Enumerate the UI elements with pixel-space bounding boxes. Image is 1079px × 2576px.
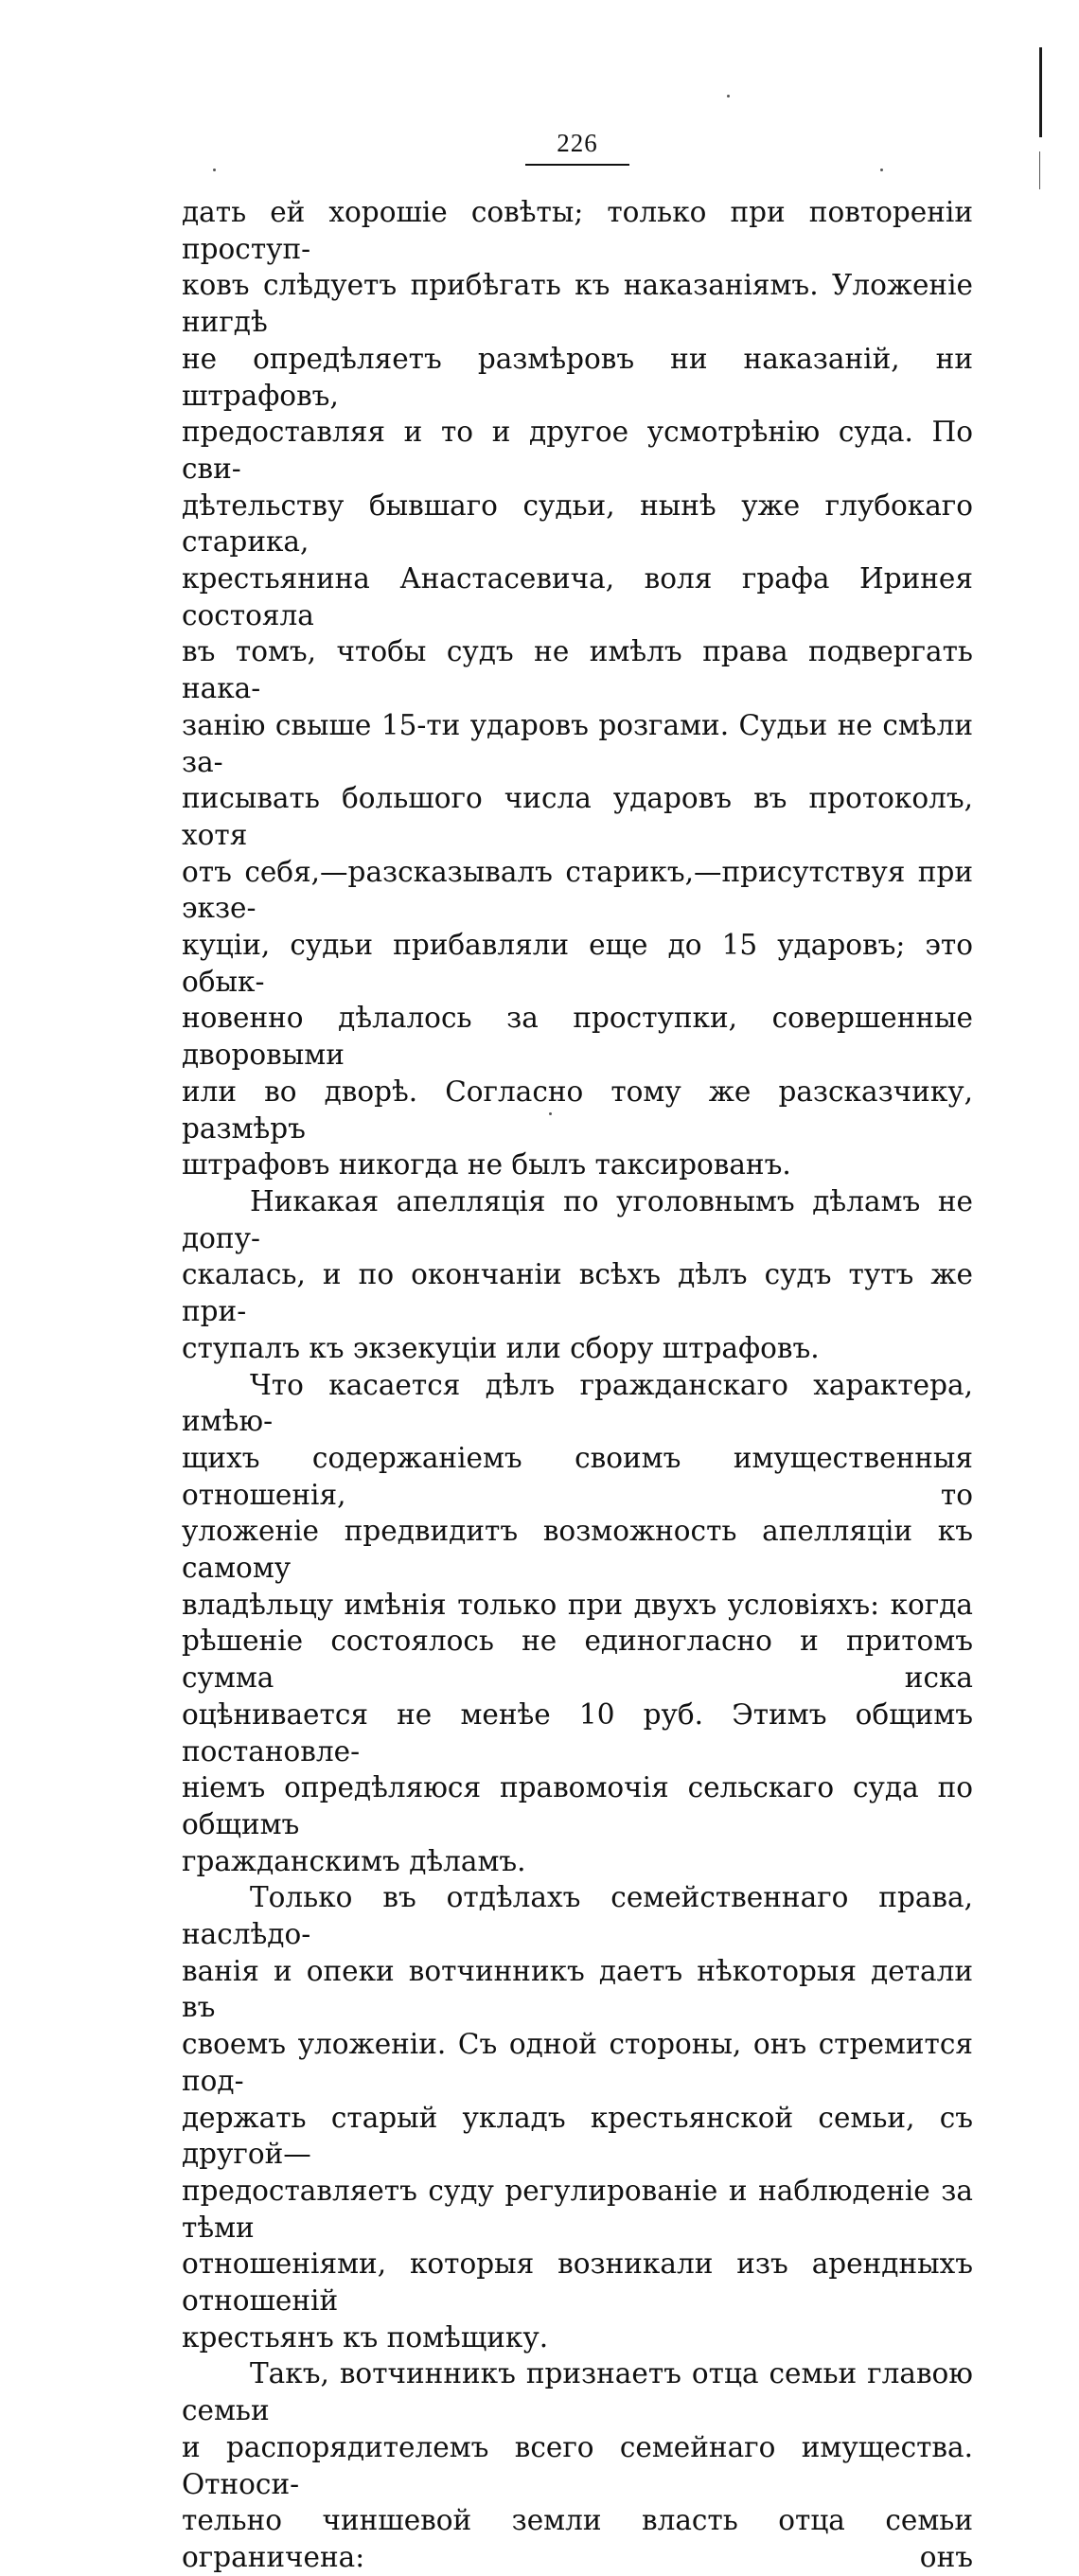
text-line: Такъ, вотчинникъ признаетъ отца семьи главою семьи xyxy=(182,2357,973,2427)
text-line: отношеніями, которыя возникали изъ арендныхъ отношеній xyxy=(182,2247,973,2318)
scan-speck xyxy=(213,169,216,171)
text-line: крестьянъ къ помѣщику. xyxy=(182,2320,549,2354)
text-line: или во дворѣ. Согласно тому же разсказчику, размѣръ xyxy=(182,1075,973,1145)
paragraph xyxy=(182,2355,973,2575)
text-line: гражданскимъ дѣламъ. xyxy=(182,1844,526,1877)
text-line: предоставляетъ суду регулированіе и наблюденіе за тѣми xyxy=(182,2174,973,2244)
text-line: уложеніе предвидитъ возможность апелляціи къ самому xyxy=(182,1515,973,1585)
scan-speck xyxy=(727,95,730,98)
text-line: и распорядителемъ всего семейнаго имущества. Относи- xyxy=(182,2430,973,2500)
text-line: Никакая апелляція по уголовнымъ дѣламъ не допу- xyxy=(182,1184,973,1254)
text-line: ніемъ опредѣляюся правомочія сельскаго суда по общимъ xyxy=(182,1771,973,1840)
text-line: отъ себя,—разсказывалъ старикъ,—присутствуя при экзе- xyxy=(182,855,973,925)
text-line: скалась, и по окончаніи всѣхъ дѣлъ судъ тутъ же при- xyxy=(182,1258,973,1328)
text-line: штрафовъ никогда не былъ таксированъ. xyxy=(182,1148,791,1181)
text-line: своемъ уложеніи. Съ одной стороны, онъ стремится под- xyxy=(182,2028,973,2097)
text-line: не опредѣляетъ размѣровъ ни наказаній, ни штрафовъ, xyxy=(182,342,973,412)
paragraph xyxy=(182,1367,973,1880)
text-line: дать ей хорошіе совѣты; только при повтореніи проступ- xyxy=(182,196,973,265)
text-line: занію свыше 15-ти ударовъ розгами. Судьи не смѣли за- xyxy=(182,708,973,778)
text-line: держать старый укладъ крестьянской семьи, съ другой— xyxy=(182,2101,973,2171)
text-line: крестьянина Анастасевича, воля графа Иринея состояла xyxy=(182,562,973,631)
text-line: оцѣнивается не менѣе 10 руб. Этимъ общимъ постановле- xyxy=(182,1697,973,1768)
text-line: писывать большого числа ударовъ въ протоколъ, хотя xyxy=(182,782,973,851)
text-line: рѣшеніе состоялось не единогласно и притомъ сумма иска xyxy=(182,1625,973,1695)
text-line: Только въ отдѣлахъ семейственнаго права, наслѣдо- xyxy=(182,1881,973,1951)
text-line: Что касается дѣлъ гражданскаго характера, имѣю- xyxy=(182,1368,973,1438)
text-line: ковъ слѣдуетъ прибѣгать къ наказаніямъ. Уложеніе нигдѣ xyxy=(182,269,973,339)
scan-edge-mark xyxy=(1039,151,1040,189)
text-line: дѣтельству бывшаго судьи, нынѣ уже глубокаго старика, xyxy=(182,489,973,559)
text-line: ступалъ къ экзекуціи или сбору штрафовъ. xyxy=(182,1331,820,1364)
page-number-underline xyxy=(525,164,629,166)
page-number: 226 xyxy=(557,129,598,157)
scan-edge-mark xyxy=(1039,47,1042,137)
paragraph xyxy=(182,1879,973,2355)
text-line: новенно дѣлалось за проступки, совершенные дворовыми xyxy=(182,1002,973,1072)
text-line: тельно чиншевой земли власть отца семьи ограничена: онъ xyxy=(182,2504,973,2573)
text-line: ванія и опеки вотчинникъ даетъ нѣкоторыя детали въ xyxy=(182,1954,973,2024)
text-line: куціи, судьи прибавляли еще до 15 ударовъ; это обык- xyxy=(182,929,973,998)
text-line: предоставляя и то и другое усмотрѣнію суда. По сви- xyxy=(182,416,973,485)
text-line: въ томъ, чтобы судъ не имѣлъ права подвергать нака- xyxy=(182,635,973,705)
text-line: владѣльцу имѣнія только при двухъ условіяхъ: когда xyxy=(182,1588,973,1621)
paragraph xyxy=(182,194,973,1183)
body-text xyxy=(182,194,973,2576)
scan-speck xyxy=(880,169,883,171)
paragraph xyxy=(182,1183,973,1367)
text-line: щихъ содержаніемъ своимъ имущественныя отношенія, то xyxy=(182,1441,973,1511)
